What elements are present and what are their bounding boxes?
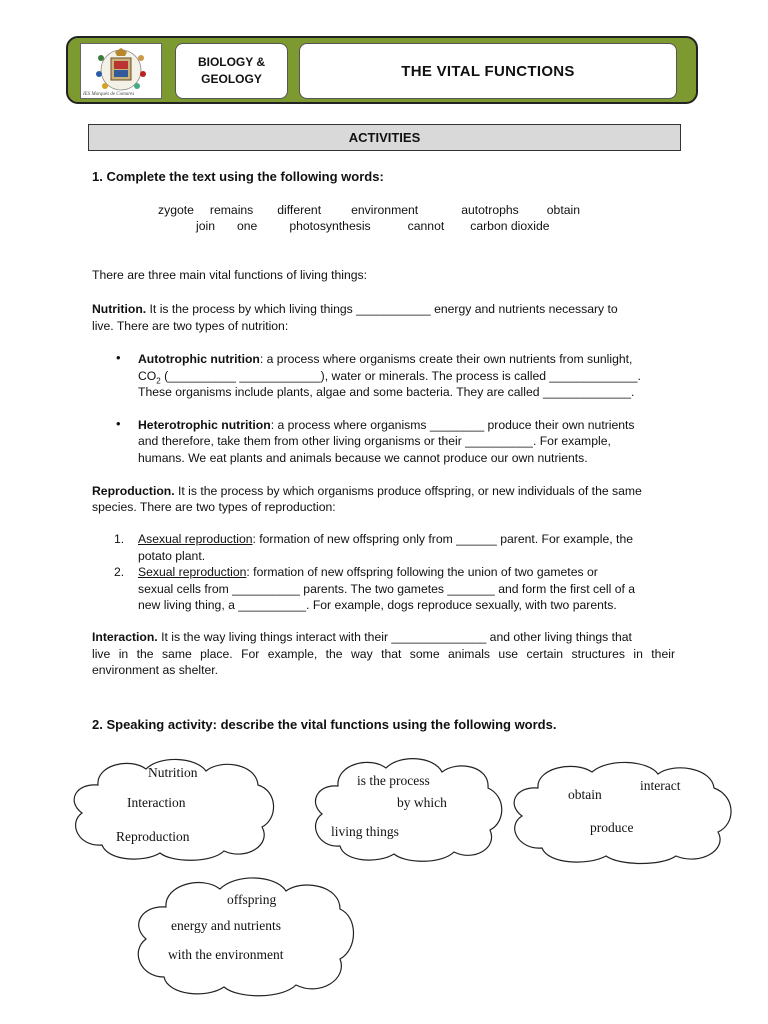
q2-title: 2. Speaking activity: describe the vital functions using the following words.: [92, 717, 557, 732]
q1-title: 1. Complete the text using the following words:: [92, 169, 384, 184]
asexual-line-2: potato plant.: [138, 549, 206, 563]
crest-icon: [81, 44, 161, 98]
cloud-word: offspring: [227, 892, 277, 907]
cloud-word: Reproduction: [116, 829, 190, 844]
cloud-word: obtain: [568, 787, 602, 802]
interaction-line-2: live in the same place. For example, the way that some animals use certain structures in their: [92, 647, 675, 661]
word: zygote: [158, 203, 194, 217]
reproduction-line-1: Reproduction. It is the process by which organisms produce offspring, or new individuals of the same: [92, 484, 642, 498]
cloud-shape: [508, 760, 740, 866]
list-number: 1.: [114, 532, 125, 546]
nutrition-line-1: Nutrition. It is the process by which living things ___________ energy and nutrients necessary to: [92, 302, 618, 316]
interaction-line-3: environment as shelter.: [92, 663, 219, 677]
autotrophic-line-2: $CO_2$ (__________ ____________), water or minerals. The process is called _____________.: [138, 369, 641, 386]
word-bank-row-1: [158, 202, 580, 219]
page-title: THE VITAL FUNCTIONS: [299, 43, 677, 99]
heterotrophic-line-1: Heterotrophic nutrition: a process where organisms ________ produce their own nutrients: [138, 418, 635, 432]
sexual-line-1: Sexual reproduction: formation of new offspring following the union of two gametes or: [138, 565, 598, 579]
asexual-line-1: Asexual reproduction: formation of new offspring only from ______ parent. For example, the: [138, 532, 634, 546]
cloud-word: by which: [397, 795, 447, 810]
bullet-icon: •: [116, 350, 121, 365]
autotrophic-line-3: These organisms include plants, algae and some bacteria. They are called _____________.: [138, 385, 635, 399]
word: join: [196, 219, 215, 233]
cloud-word: energy and nutrients: [171, 918, 281, 933]
word: autotrophs: [461, 203, 519, 217]
cloud-word: interact: [640, 778, 681, 793]
list-number: 2.: [114, 565, 125, 579]
subject-line-2: GEOLOGY: [201, 72, 262, 86]
word: environment: [351, 203, 419, 217]
cloud-word: is the process: [357, 773, 430, 788]
heterotrophic-line-3: humans. We eat plants and animals because we cannot produce our own nutrients.: [138, 451, 588, 465]
bullet-icon: •: [116, 416, 121, 431]
word: carbon dioxide: [470, 219, 550, 233]
activities-heading: ACTIVITIES: [88, 124, 681, 151]
logo-caption: IES Marqués de Comares: [83, 92, 135, 97]
sexual-line-3: new living thing, a __________. For example, dogs reproduce sexually, with two parents.: [138, 598, 617, 612]
reproduction-line-2: species. There are two types of reproduction:: [92, 500, 336, 514]
cloud-word: Interaction: [127, 795, 186, 810]
autotrophic-line-1: Autotrophic nutrition: a process where organisms create their own nutrients from sunlight,: [138, 352, 633, 366]
cloud-word: with the environment: [168, 947, 284, 962]
word: different: [277, 203, 322, 217]
subject-line-1: BIOLOGY &: [197, 55, 266, 69]
sexual-line-2: sexual cells from __________ parents. The two gametes _______ and form the first cell of a: [138, 582, 636, 596]
cloud-word: Nutrition: [148, 765, 198, 780]
word: obtain: [546, 203, 580, 217]
cloud-word: living things: [331, 824, 399, 839]
word: photosynthesis: [289, 219, 371, 233]
interaction-line-1: Interaction. It is the way living things interact with their ______________ and other living things that: [92, 630, 632, 644]
nutrition-line-2: live. There are two types of nutrition:: [92, 319, 289, 333]
intro-text: There are three main vital functions of living things:: [92, 268, 368, 282]
heterotrophic-line-2: and therefore, take them from other living organisms or their __________. For example,: [138, 434, 611, 448]
word: one: [236, 219, 258, 233]
subject-box: [175, 43, 288, 99]
word-bank-row-2: [196, 218, 550, 235]
school-logo: [80, 43, 162, 99]
word: remains: [209, 203, 254, 217]
word: cannot: [407, 219, 445, 233]
cloud-word: produce: [590, 820, 634, 835]
